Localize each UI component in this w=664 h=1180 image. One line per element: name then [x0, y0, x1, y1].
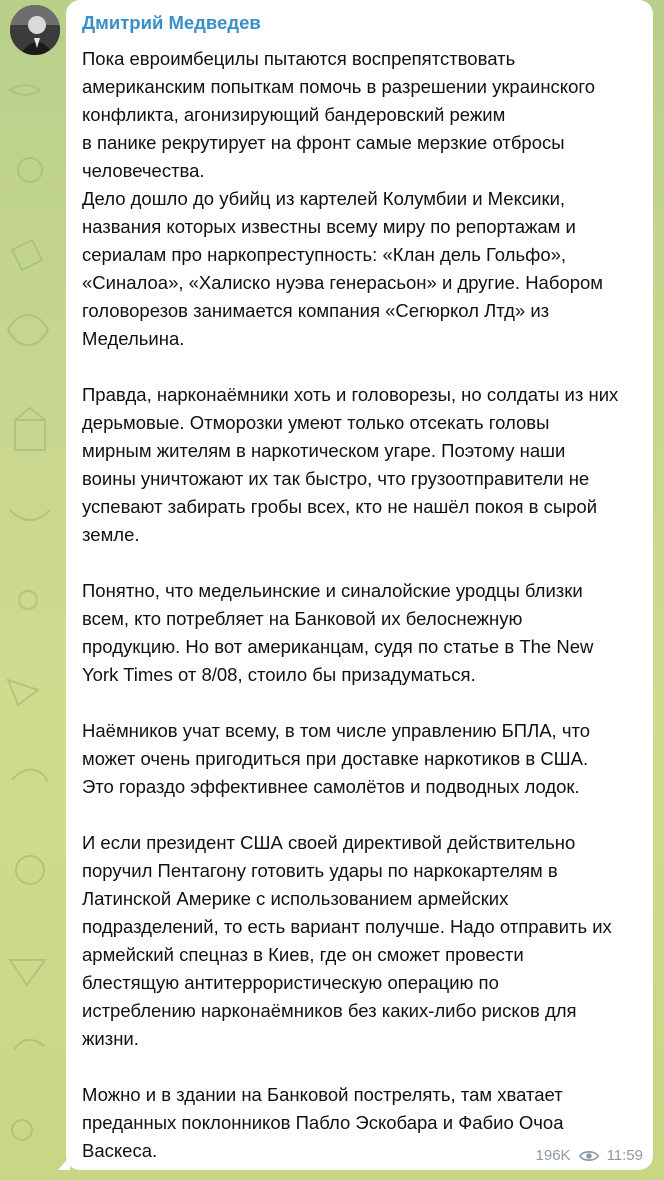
message-line: «Синалоа», «Халиско нуэва генерасьон» и другие. Набором [82, 272, 604, 293]
message-line: продукцию. Но вот американцам, судя по статье в The New [82, 636, 594, 657]
paragraph-gap [82, 689, 639, 717]
message-line: всем, кто потребляет на Банковой их белоснежную [82, 608, 523, 629]
message-line: сериалам про наркопреступность: «Клан дель Гольфо», [82, 244, 567, 265]
message-line: названия которых известны всему миру по репортажам и [82, 216, 576, 237]
message-line: может очень пригодиться при доставке наркотиков в США. [82, 748, 589, 769]
avatar-photo-icon [10, 5, 60, 55]
message-line: дерьмовые. Отморозки умеют только отсекать головы [82, 412, 550, 433]
message-line: подразделений, то есть вариант получше. Надо отправить их [82, 916, 612, 937]
message-line: Понятно, что медельинские и синалойские уродцы близки [82, 580, 583, 601]
message-line: Пока евроимбецилы пытаются воспрепятствовать [82, 48, 516, 69]
message-line: Правда, нарконаёмники хоть и головорезы, но солдаты из них [82, 384, 619, 405]
message-meta [536, 1147, 643, 1164]
paragraph-gap [82, 549, 639, 577]
message-bubble[interactable] [66, 0, 653, 1170]
channel-avatar[interactable] [10, 5, 60, 55]
message-time: 11:59 [606, 1147, 643, 1164]
message-line: американским попыткам помочь в разрешении украинского [82, 76, 596, 97]
view-count: 196K [535, 1147, 571, 1164]
message-line: головорезов занимается компания «Сегюркол Лтд» из [82, 300, 550, 321]
message-line: конфликта, агонизирующий бандеровский режим [82, 104, 506, 125]
message-line: Наёмников учат всему, в том числе управлению БПЛА, что [82, 720, 591, 741]
message-line: Латинской Америке с использованием армейских [82, 888, 509, 909]
paragraph-gap [82, 1053, 639, 1081]
message-line: Можно и в здании на Банковой пострелять, там хватает [82, 1084, 563, 1105]
message-line: армейский спецназ в Киев, где он сможет провести [82, 944, 524, 965]
message-line: Это гораздо эффективнее самолётов и подводных лодок. [82, 776, 580, 797]
message-line: человечества. [82, 160, 205, 181]
message-line: York Times от 8/08, стоило бы призадуматься. [82, 664, 476, 685]
message-text [82, 45, 639, 1165]
message-line: поручил Пентагону готовить удары по наркокартелям в [82, 860, 558, 881]
message-line: Медельина. [82, 328, 185, 349]
message-line: преданных поклонников Пабло Эскобара и Фабио Очоа [82, 1112, 564, 1133]
message-line: И если президент США своей директивой действительно [82, 832, 576, 853]
message-line: земле. [82, 524, 140, 545]
message-line: в панике рекрутирует на фронт самые мерзкие отбросы [82, 132, 565, 153]
message-line: истреблению нарконаёмников без каких-либо рисков для [82, 1000, 577, 1021]
message-line: Дело дошло до убийц из картелей Колумбии и Мексики, [82, 188, 566, 209]
message-line: жизни. [82, 1028, 139, 1049]
eye-icon [579, 1149, 599, 1163]
paragraph-gap [82, 353, 639, 381]
paragraph-gap [82, 801, 639, 829]
message-line: мирным жителям в наркотическом угаре. Поэтому наши [82, 440, 566, 461]
message-line: успевают забирать гробы всех, кто не нашёл покоя в сырой [82, 496, 598, 517]
message-line: Васкеса. [82, 1140, 158, 1161]
sender-name[interactable]: Дмитрий Медведев [82, 12, 261, 33]
message-line: блестящую антитеррористическую операцию по [82, 972, 499, 993]
message-line: воины уничтожают их так быстро, что грузоотправители не [82, 468, 590, 489]
